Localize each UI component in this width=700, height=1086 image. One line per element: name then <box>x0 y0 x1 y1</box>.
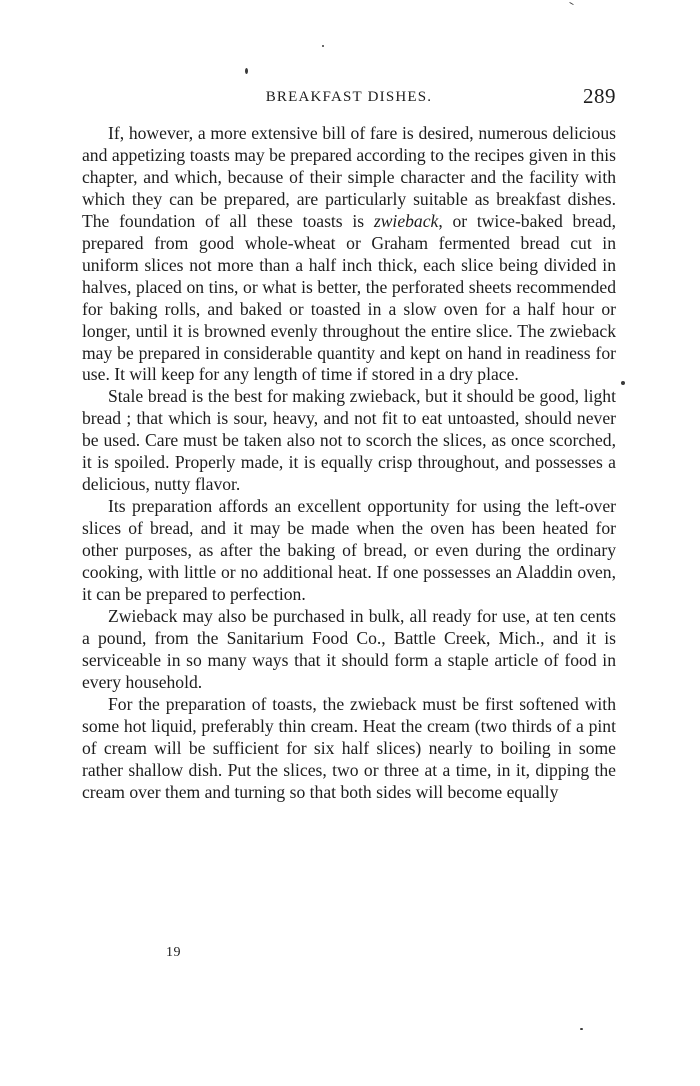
ink-speck <box>621 381 625 385</box>
page-number: 289 <box>583 84 616 108</box>
ink-speck <box>245 68 248 74</box>
paragraph: Stale bread is the best for making zwieback, but it should be good, light bread ; that which is sour, heavy, and not fit to eat untoasted, should never be used. Care must be taken also not to scorch the slices, as once scorched, it is spoiled. Properly made, it is equally crisp throughout, and possesses a delicious, nutty flavor. <box>82 386 616 495</box>
body-text <box>82 123 616 804</box>
paragraph: If, however, a more extensive bill of fare is desired, numerous delicious and appetizing toasts may be prepared according to the recipes given in this chapter, and which, because of their simple character and the facility with which they can be prepared, are particularly suitable as breakfast dishes. The foundation of all these toasts is zwieback, or twice-baked bread, prepared from good whole-wheat or Graham fermented bread cut in uniform slices not more than a half inch thick, each slice being divided in halves, placed on tins, or what is better, the perforated sheets recommended for baking rolls, and baked or toasted in a slow oven for a half hour or longer, until it is browned evenly throughout the entire slice. The zwieback may be prepared in considerable quantity and kept on hand in readiness for use. It will keep for any length of time if stored in a dry place. <box>82 123 616 385</box>
running-head <box>82 86 616 110</box>
signature-mark: 19 <box>166 945 181 960</box>
ink-speck <box>322 45 324 47</box>
paragraph: Its preparation affords an excellent opportunity for using the left-over slices of bread, and it may be made when the oven has been heated for other purposes, as after the baking of bread, or even during the ordinary cooking, with little or no additional heat. If one possesses an Aladdin oven, it can be prepared to perfection. <box>82 496 616 605</box>
running-title: BREAKFAST DISHES. <box>265 89 433 105</box>
paragraph: For the preparation of toasts, the zwieback must be first softened with some hot liquid, preferably thin cream. Heat the cream (two thirds of a pint of cream will be sufficient for six half slices) nearly to boiling in some rather shallow dish. Put the slices, two or three at a time, in it, dipping the cream over them and turning so that both sides will become equally <box>82 693 616 802</box>
ink-speck <box>569 2 574 5</box>
paragraph: Zwieback may also be purchased in bulk, all ready for use, at ten cents a pound, from the Sanitarium Food Co., Battle Creek, Mich., and it is serviceable in so many ways that it should form a staple article of food in every household. <box>82 605 616 692</box>
emphasized-term: zwieback <box>373 210 439 231</box>
ink-speck <box>580 1028 583 1030</box>
